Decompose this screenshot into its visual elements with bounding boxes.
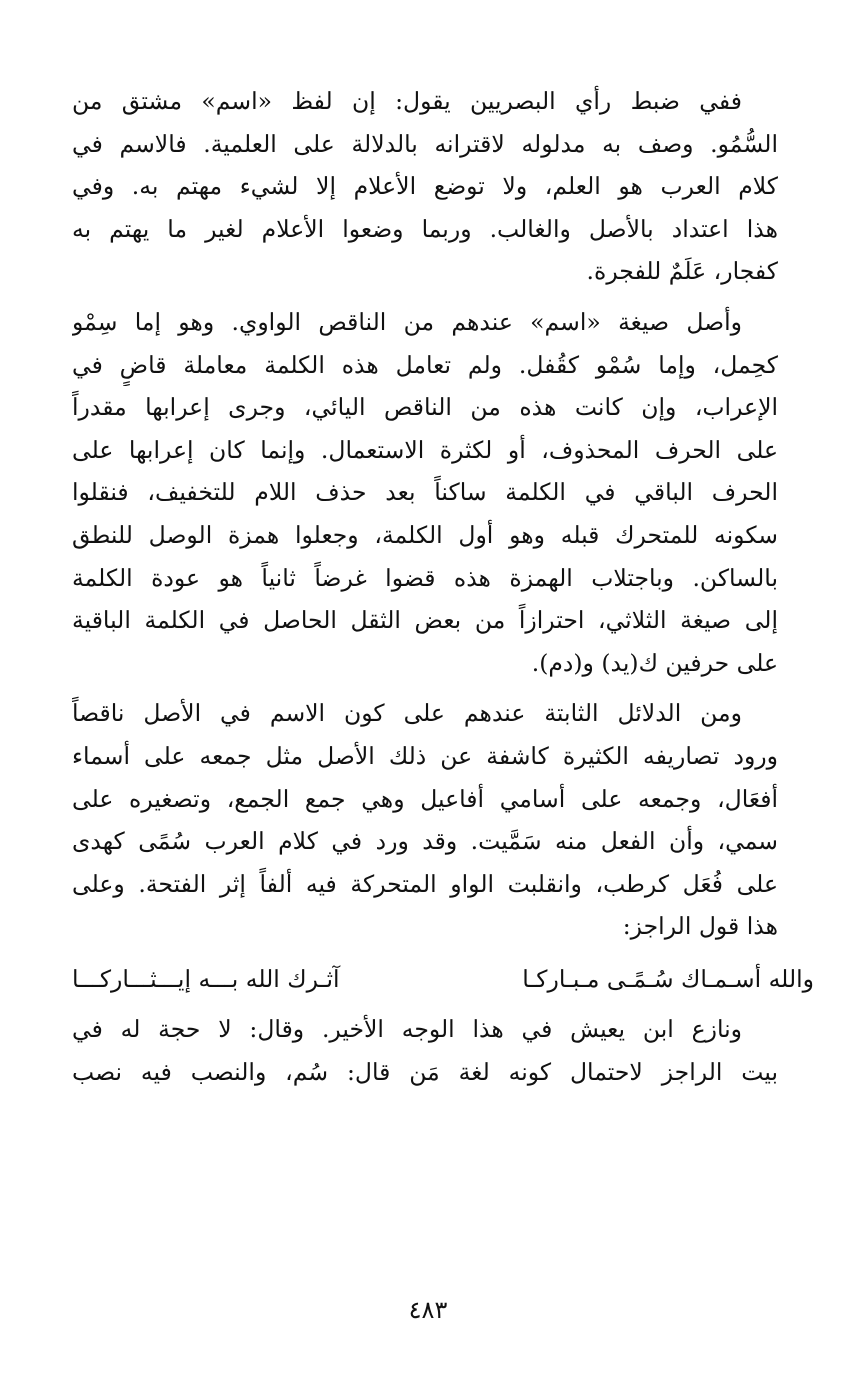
- text-line: السُّمُو. وصف به مدلوله لاقترانه بالدلالة على العلمية. فالاسم في: [72, 129, 778, 158]
- page-body: [72, 80, 814, 1094]
- text-line: ونازع ابن يعيش في هذا الوجه الأخير. وقال: لا حجة له في: [72, 1015, 742, 1044]
- text-line: سكونه للمتحرك قبله وهو أول الكلمة، وجعلوا همزة الوصل للنطق: [72, 520, 778, 549]
- text-line: ففي ضبط رأي البصريين يقول: إن لفظ «اسم» مشتق من: [72, 87, 742, 115]
- text-line: كلام العرب هو العلم، ولا توضع الأعلام إلا لشيء مهتم به. وفي: [72, 172, 778, 201]
- text-line: الحرف الباقي في الكلمة ساكناً بعد حذف اللام للتخفيف، فنقلوا: [72, 478, 778, 507]
- text-line: سمي، وأن الفعل منه سَمَّيت. وقد ورد في كلام العرب سُمًى كهدى: [72, 827, 778, 856]
- text-line: على الحرف المحذوف، أو لكثرة الاستعمال. وإنما كان إعرابها على: [72, 435, 778, 464]
- text-line: ورود تصاريفه الكثيرة كاشفة عن ذلك الأصل مثل جمعه على أسماء: [72, 741, 778, 770]
- poem-first-hemistich: والله أسـمـاك سُـمًـى مـبـاركـا: [522, 964, 814, 993]
- poem-verse: [72, 958, 814, 1001]
- text-line: كحِمل، وإما سُمْو كقُفل. ولم تعامل هذه الكلمة معاملة قاضٍ في: [72, 350, 778, 379]
- text-line: الإعراب، وإن كانت هذه من الناقص اليائي، وجرى إعرابها مقدراً: [72, 393, 778, 422]
- text-line: بالساكن. وباجتلاب الهمزة هذه قضوا غرضاً ثانياً هو عودة الكلمة: [72, 563, 778, 592]
- text-line: بيت الراجز لاحتمال كونه لغة مَن قال: سُم، والنصب فيه نصب: [72, 1058, 778, 1087]
- text-line: هذا اعتداد بالأصل والغالب. وربما وضعوا الأعلام لغير ما يهتم به: [72, 214, 778, 243]
- text-line: هذا قول الراجز:: [622, 912, 778, 941]
- text-line: على حرفين ك(يد) و(دم).: [531, 648, 778, 677]
- text-line: وأصل صيغة «اسم» عندهم من الناقص الواوي. وهو إما سِمْو: [72, 307, 742, 336]
- paragraph-basrian-view: [72, 80, 814, 293]
- paragraph-evidence: [72, 692, 814, 948]
- text-line: أفعَال، وجمعه على أسامي أفاعيل وهي جمع الجمع، وتصغيره على: [72, 784, 778, 813]
- text-line: كفجار، عَلَمٌ للفجرة.: [586, 257, 778, 286]
- text-line: على فُعَل كرطب، وانقلبت الواو المتحركة فيه ألفاً إثر الفتحة. وعلى: [72, 869, 778, 898]
- text-line: ومن الدلائل الثابتة عندهم على كون الاسم في الأصل ناقصاً: [72, 699, 742, 728]
- poem-second-hemistich: آثـرك الله بـــه إيـــثـــاركـــا: [72, 964, 340, 993]
- paragraph-origin-of-form: [72, 301, 814, 684]
- paragraph-ibn-yaish: [72, 1008, 814, 1093]
- page-number: ٤٨٣: [408, 1296, 448, 1324]
- text-line: إلى صيغة الثلاثي، احترازاً من بعض الثقل الحاصل في الكلمة الباقية: [72, 606, 778, 635]
